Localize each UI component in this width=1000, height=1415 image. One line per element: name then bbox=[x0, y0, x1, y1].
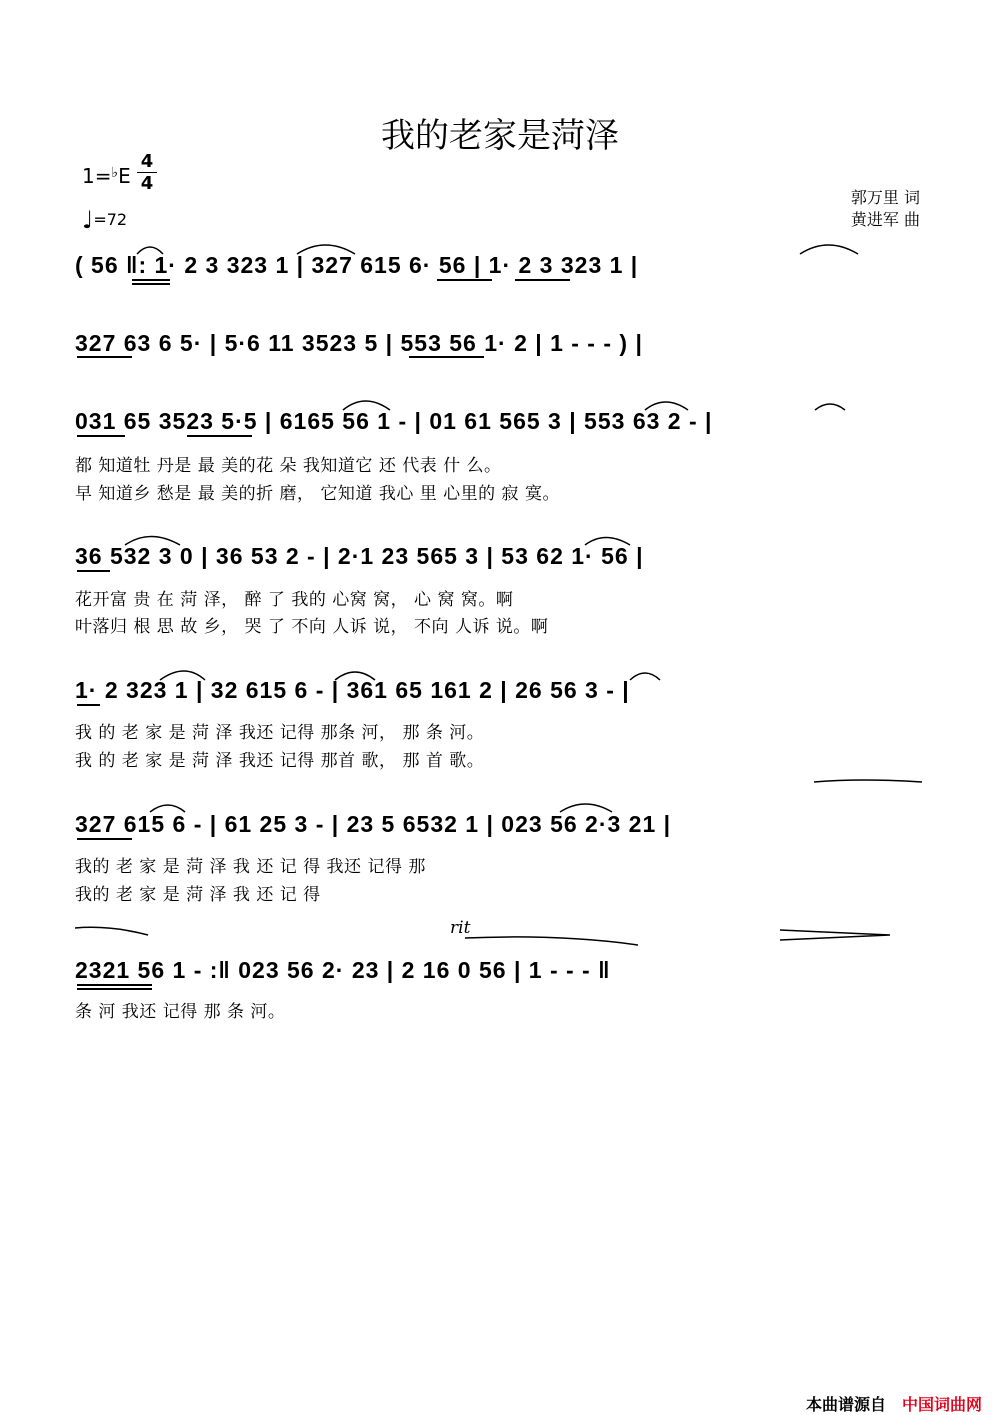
footer-site: 中国词曲网 bbox=[901, 1395, 982, 1414]
time-signature-bottom: 4 bbox=[140, 173, 154, 194]
notation-line-4: 36 532 3 0 | 36 53 2 - | 2·1 23 565 3 | 53 62 1· 56 | bbox=[75, 543, 644, 569]
notation-line-7: 2321 56 1 - :‖ 023 56 2· 23 | 2 16 0 56 | 1 - - - ‖ bbox=[75, 957, 611, 983]
key-letter: E bbox=[118, 164, 131, 188]
notation-line-2: 327 63 6 5· | 5·6 11 3523 5 | 553 56 1· 2 | 1 - - - ) | bbox=[75, 330, 643, 356]
notation-line-6: 327 615 6 - | 61 25 3 - | 23 5 6532 1 | 023 56 2·3 21 | bbox=[75, 811, 672, 837]
tempo-mark bbox=[82, 206, 127, 234]
time-signature bbox=[137, 152, 157, 193]
composer-credit: 黄进军 曲 bbox=[850, 210, 920, 229]
key-prefix: 1= bbox=[82, 164, 112, 188]
notation-line-3: 031 65 3523 5·5 | 6165 56 1 - | 01 61 565 3 | 553 63 2 - | bbox=[75, 408, 713, 434]
lyricist-credit: 郭万里 词 bbox=[850, 188, 920, 207]
lyrics-line-4-verse-2: 叶落归 根 思 故 乡， 哭 了 不向 人诉 说， 不向 人诉 说。啊 bbox=[75, 617, 549, 637]
flat-sign: ♭ bbox=[111, 165, 119, 181]
lyrics-line-5-verse-1: 我 的 老 家 是 菏 泽 我还 记得 那条 河， 那 条 河。 bbox=[75, 723, 485, 743]
ritardando-mark: rit bbox=[450, 918, 471, 938]
tempo-value: =72 bbox=[93, 210, 128, 229]
time-signature-top: 4 bbox=[140, 151, 154, 172]
lyrics-line-7-verse-1: 条 河 我还 记得 那 条 河。 bbox=[75, 1002, 286, 1022]
lyrics-line-6-verse-1: 我的 老 家 是 菏 泽 我 还 记 得 我还 记得 那 bbox=[75, 857, 426, 877]
notation-line-1: ( 56 ‖: 1· 2 3 323 1 | 327 615 6· 56 | 1· 2 3 323 1 | bbox=[75, 252, 639, 278]
lyrics-line-6-verse-2: 我的 老 家 是 菏 泽 我 还 记 得 bbox=[75, 885, 321, 905]
footer-source: 本曲谱源自 bbox=[805, 1395, 886, 1414]
notation-line-5: 1· 2 323 1 | 32 615 6 - | 361 65 161 2 | 26 56 3 - | bbox=[75, 677, 630, 703]
key-signature bbox=[82, 164, 131, 188]
lyrics-line-3-verse-1: 都 知道牡 丹是 最 美的花 朵 我知道它 还 代表 什 么。 bbox=[75, 456, 502, 476]
credits bbox=[800, 187, 920, 231]
quarter-note-icon: ♩ bbox=[82, 206, 94, 234]
source-footer bbox=[806, 1392, 982, 1415]
song-title: 我的老家是菏泽 bbox=[381, 116, 619, 156]
lyrics-line-5-verse-2: 我 的 老 家 是 菏 泽 我还 记得 那首 歌， 那 首 歌。 bbox=[75, 751, 485, 771]
lyrics-line-4-verse-1: 花开富 贵 在 菏 泽， 醉 了 我的 心窝 窝， 心 窝 窝。啊 bbox=[75, 590, 514, 610]
lyrics-line-3-verse-2: 早 知道乡 愁是 最 美的折 磨， 它知道 我心 里 心里的 寂 寞。 bbox=[75, 484, 560, 504]
